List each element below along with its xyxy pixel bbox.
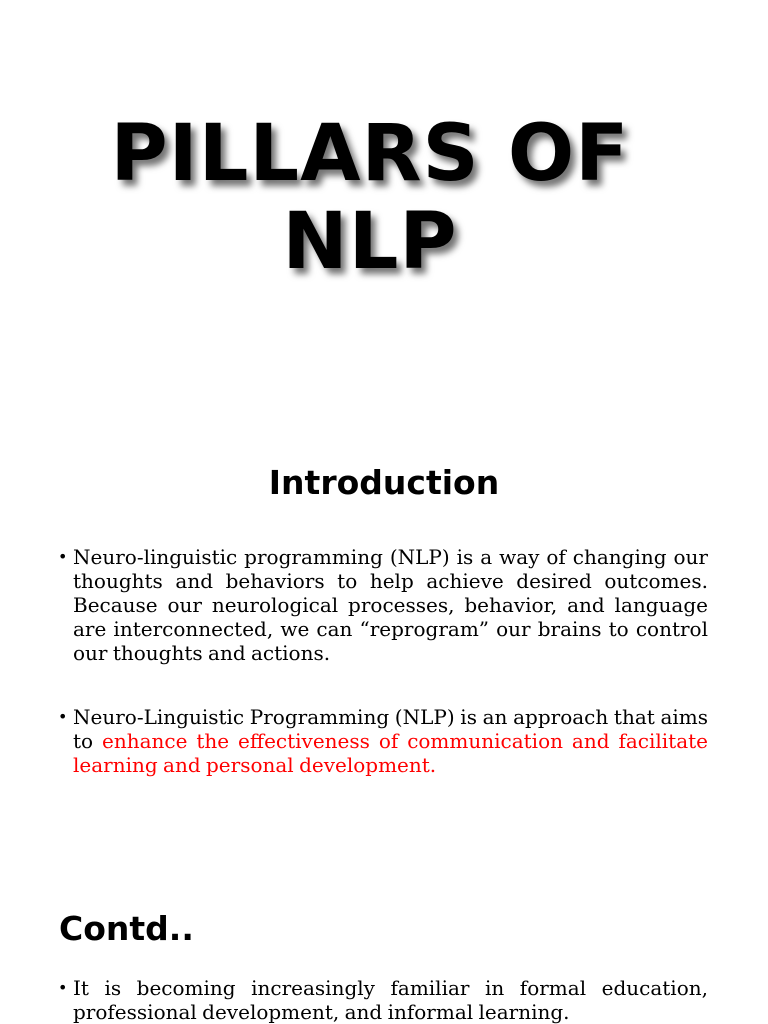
contd-bullet-list: [58, 976, 708, 1024]
list-item: [58, 545, 708, 665]
slide-title: [0, 110, 740, 286]
bullet-text: Neuro-linguistic programming (NLP) is a way of changing our thoughts and behaviors to help achieve desired outcomes. Because our neurological processes, behavior, and language are interconnected, we can “reprogram” our brains to control our thoughts and actions.: [73, 545, 708, 665]
list-item: [58, 705, 708, 777]
introduction-heading: Introduction: [268, 463, 500, 502]
highlighted-text: enhance the effectiveness of communication and facilitate learning and personal development.: [73, 729, 708, 777]
bullet-icon: •: [58, 707, 68, 726]
bullet-text: It is becoming increasingly familiar in formal education, professional development, and informal learning.: [73, 976, 708, 1024]
slide-title-line-1: PILLARS OF: [110, 109, 630, 199]
bullet-icon: •: [58, 978, 68, 997]
contd-heading: Contd..: [59, 909, 194, 948]
bullet-text: Neuro-Linguistic Programming (NLP) is an approach that aims to: [73, 705, 708, 753]
slide-title-line-2: NLP: [282, 197, 458, 287]
bullet-icon: •: [58, 547, 68, 566]
list-item: [58, 976, 708, 1024]
introduction-bullet-list: [58, 545, 708, 777]
